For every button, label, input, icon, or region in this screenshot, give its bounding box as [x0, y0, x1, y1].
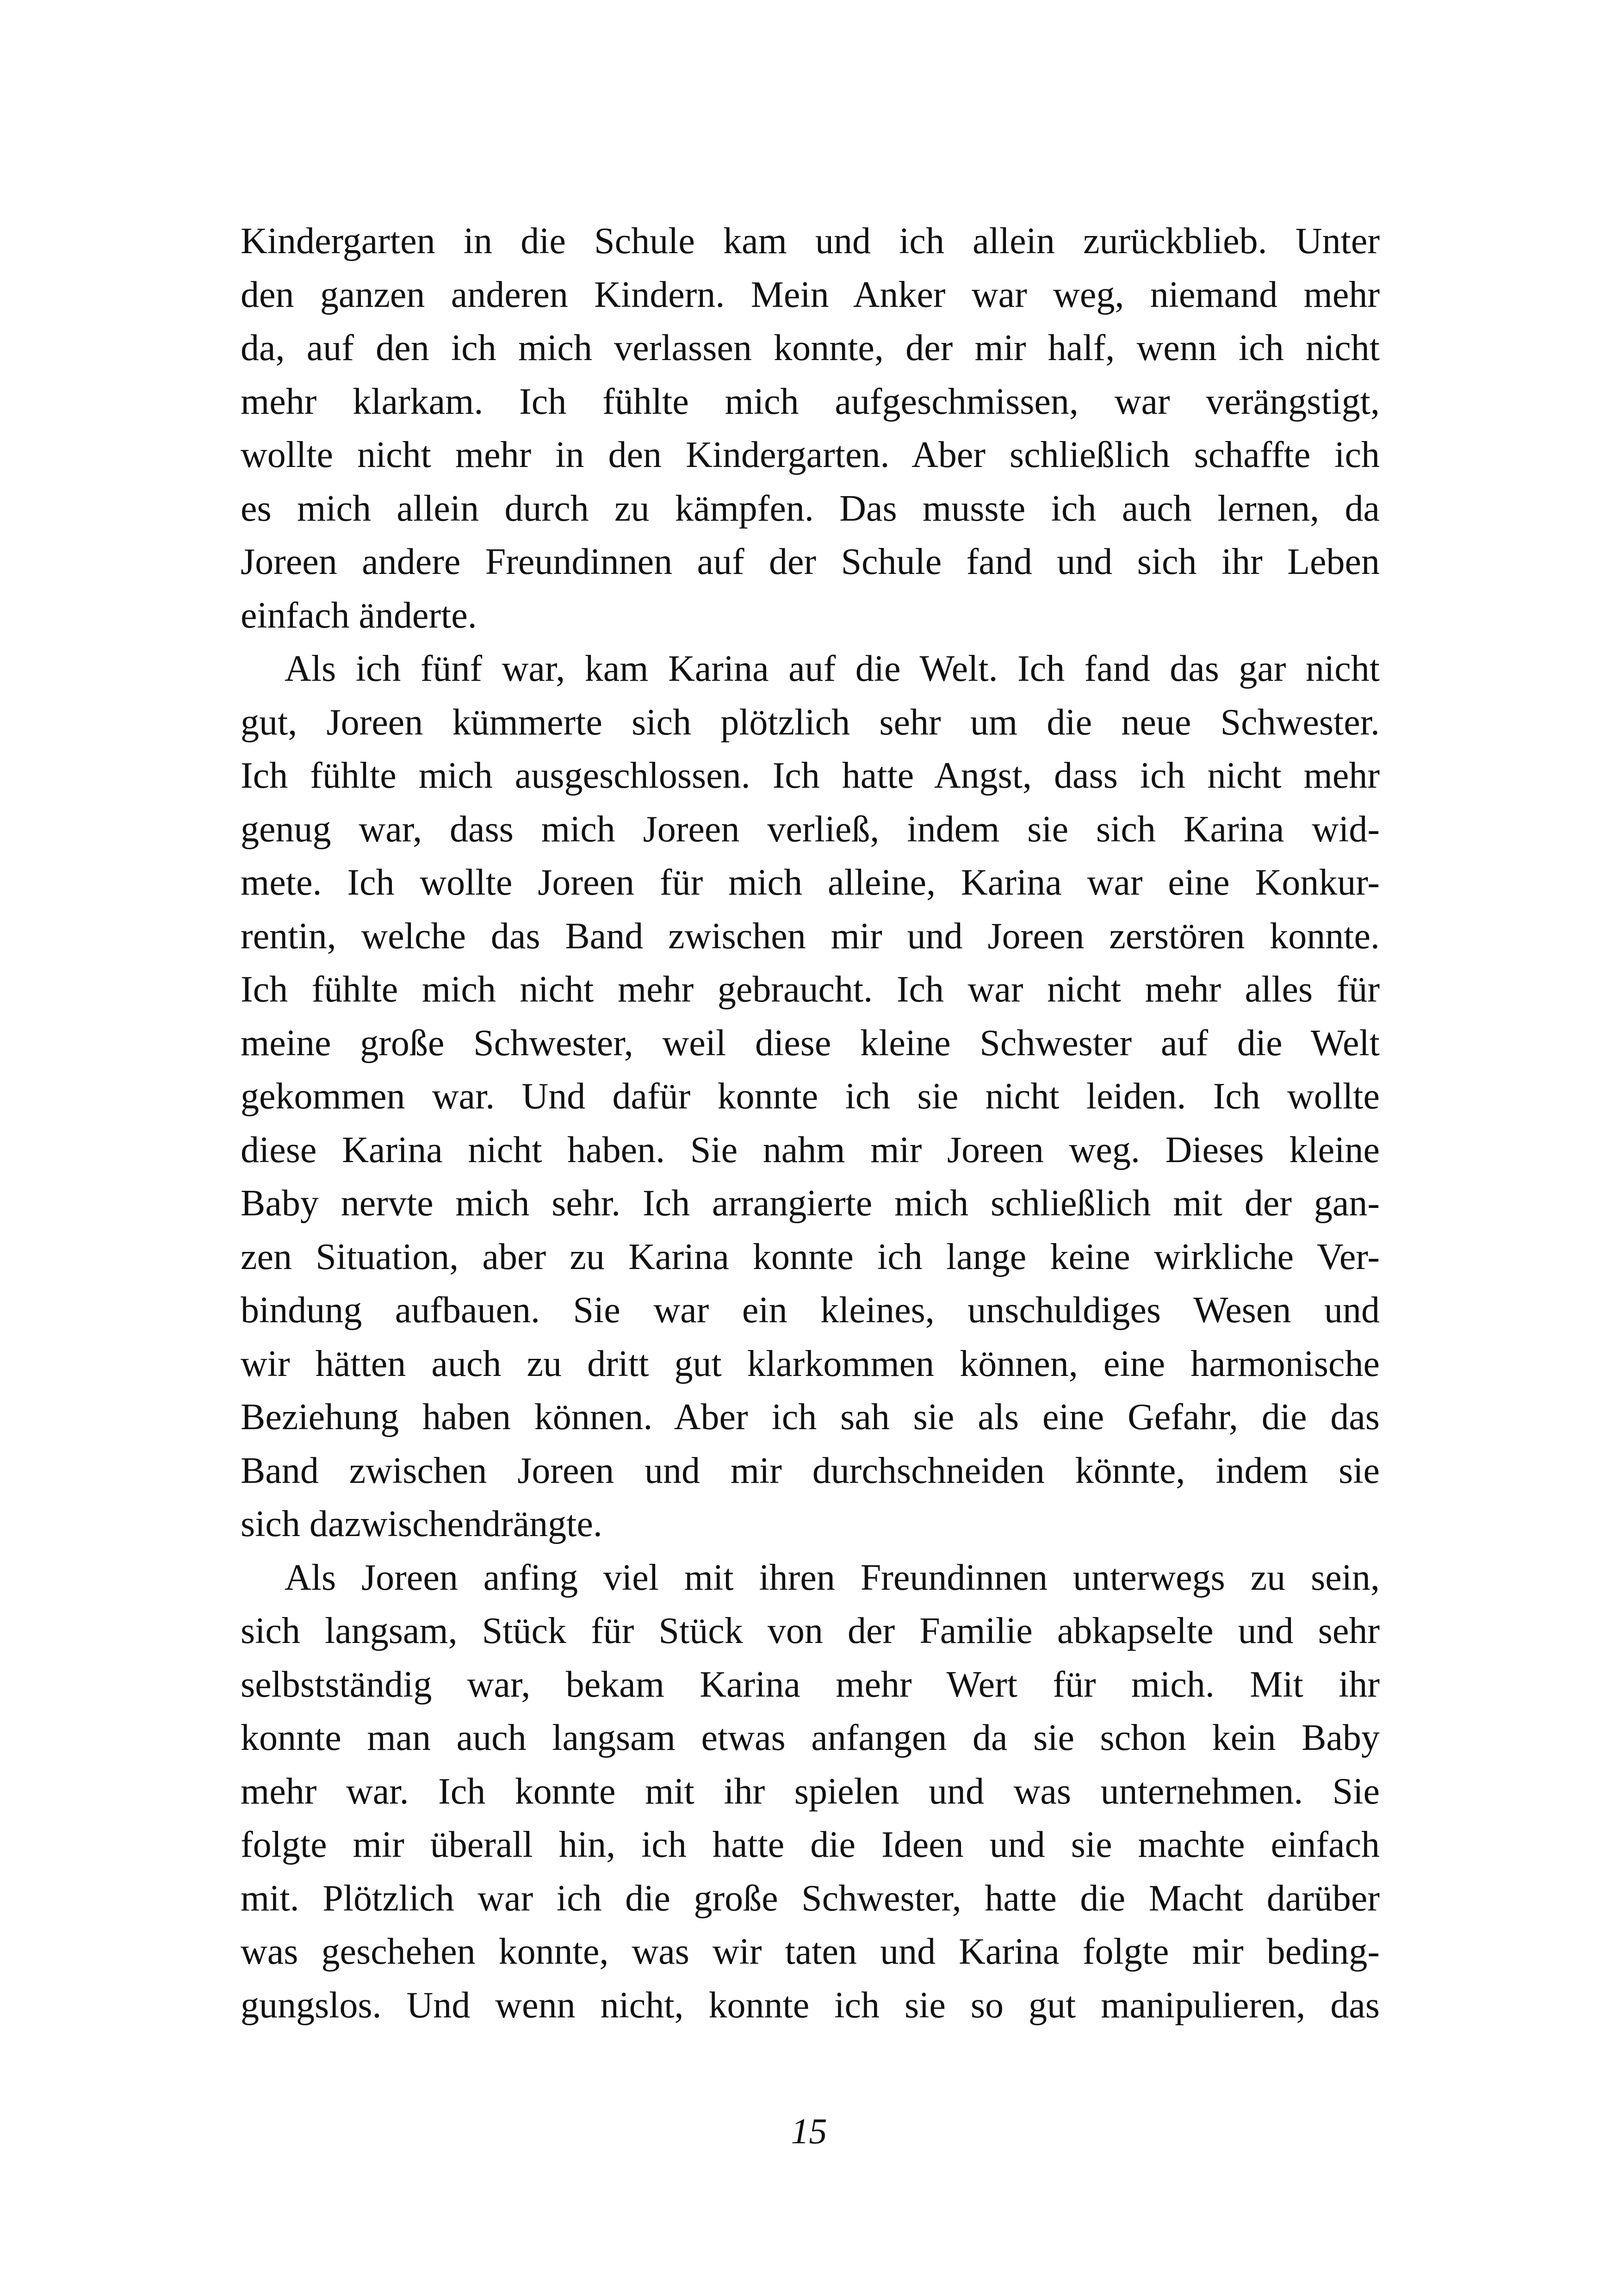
text-line: genug war, dass mich Joreen verließ, indem sie sich Karina wid- [241, 809, 1380, 850]
text-line: diese Karina nicht haben. Sie nahm mir Joreen weg. Dieses kleine [241, 1129, 1380, 1170]
text-line: zen Situation, aber zu Karina konnte ich lange keine wirkliche Ver- [241, 1236, 1380, 1277]
text-line: sich langsam, Stück für Stück von der Familie abkapselte und sehr [241, 1611, 1380, 1651]
text-line: folgte mir überall hin, ich hatte die Ideen und sie machte einfach [241, 1824, 1380, 1865]
text-line: selbstständig war, bekam Karina mehr Wert für mich. Mit ihr [241, 1664, 1380, 1705]
text-line: Joreen andere Freundinnen auf der Schule fand und sich ihr Leben [241, 541, 1380, 582]
text-line: Beziehung haben können. Aber ich sah sie als eine Gefahr, die das [241, 1397, 1380, 1437]
text-line: Kindergarten in die Schule kam und ich allein zurückblieb. Unter [241, 221, 1380, 261]
text-line: gut, Joreen kümmerte sich plötzlich sehr um die neue Schwester. [241, 702, 1380, 743]
text-line: gungslos. Und wenn nicht, konnte ich sie so gut manipulieren, das [241, 1985, 1380, 2026]
body-text [241, 215, 1380, 2032]
text-line: konnte man auch langsam etwas anfangen da sie schon kein Baby [241, 1717, 1380, 1758]
text-line: Baby nervte mich sehr. Ich arrangierte mich schließlich mit der gan- [241, 1183, 1380, 1224]
text-line: gekommen war. Und dafür konnte ich sie nicht leiden. Ich wollte [241, 1076, 1380, 1117]
text-line: einfach änderte. [241, 595, 477, 636]
text-line: rentin, welche das Band zwischen mir und Joreen zerstören konnte. [241, 915, 1380, 957]
text-line: bindung aufbauen. Sie war ein kleines, unschuldiges Wesen und [241, 1290, 1380, 1331]
text-line: mehr klarkam. Ich fühlte mich aufgeschmissen, war verängstigt, [241, 381, 1380, 422]
text-line: mehr war. Ich konnte mit ihr spielen und was unternehmen. Sie [241, 1771, 1380, 1812]
text-line: Ich fühlte mich ausgeschlossen. Ich hatte Angst, dass ich nicht mehr [241, 755, 1380, 796]
text-line: es mich allein durch zu kämpfen. Das musste ich auch lernen, da [241, 488, 1380, 529]
text-line: sich dazwischendrängte. [241, 1504, 602, 1544]
text-line: Als ich fünf war, kam Karina auf die Welt. Ich fand das gar nicht [285, 648, 1380, 689]
text-line: Ich fühlte mich nicht mehr gebraucht. Ich war nicht mehr alles für [241, 969, 1380, 1010]
text-line: meine große Schwester, weil diese kleine Schwester auf die Welt [241, 1022, 1380, 1064]
page-number: 15 [791, 2111, 827, 2151]
text-line: den ganzen anderen Kindern. Mein Anker war weg, niemand mehr [241, 274, 1380, 315]
text-line: Als Joreen anfing viel mit ihren Freundinnen unterwegs zu sein, [285, 1557, 1380, 1598]
text-line: wollte nicht mehr in den Kindergarten. Aber schließlich schaffte ich [241, 435, 1380, 475]
text-line: da, auf den ich mich verlassen konnte, der mir half, wenn ich nicht [241, 328, 1380, 368]
text-line: was geschehen konnte, was wir taten und Karina folgte mir beding- [241, 1931, 1380, 1972]
text-line: mete. Ich wollte Joreen für mich alleine, Karina war eine Konkur- [241, 862, 1380, 903]
text-line: mit. Plötzlich war ich die große Schwester, hatte die Macht darüber [241, 1878, 1380, 1919]
text-line: wir hätten auch zu dritt gut klarkommen können, eine harmonische [241, 1343, 1380, 1384]
text-line: Band zwischen Joreen und mir durchschneiden könnte, indem sie [241, 1450, 1380, 1491]
